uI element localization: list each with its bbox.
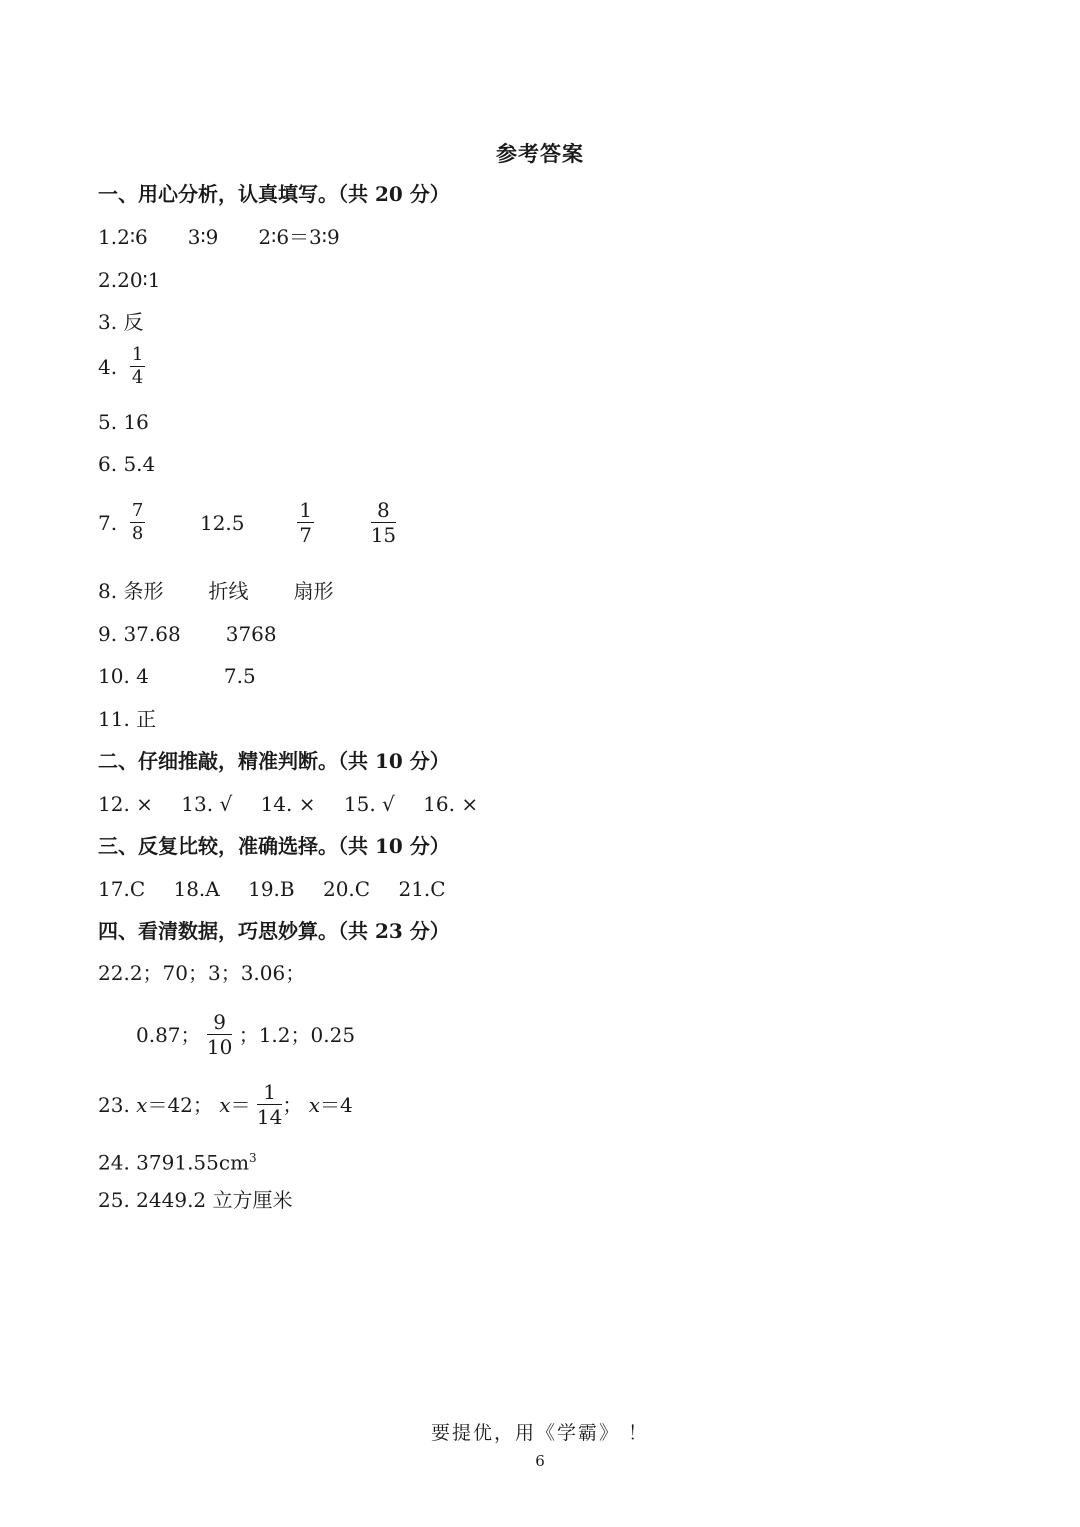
fraction: $\frac{1}{4}$ (131, 344, 144, 388)
equation-part: ； (282, 1093, 303, 1117)
answer-8 (98, 579, 333, 603)
superscript: 3 (249, 1151, 257, 1165)
fraction: $\frac{8}{15}$ (370, 498, 397, 547)
answer-3 (98, 310, 143, 334)
answer-6 (98, 452, 155, 476)
variable-x: x (308, 1093, 320, 1117)
answer-value: 37.68 (123, 622, 181, 646)
answer-value: 4 (136, 664, 149, 688)
judge-answers (98, 792, 478, 816)
equation-part: ＝ (230, 1093, 251, 1117)
answer-value: 5.4 (123, 452, 156, 476)
page-number: 6 (535, 1452, 545, 1470)
answer-value: 20∶1 (117, 268, 161, 292)
list-item: 16. × (423, 792, 479, 816)
answer-value: 条形 (123, 579, 164, 603)
equation-part: ＝4 (320, 1093, 353, 1117)
section-heading-1: 一、用心分析，认真填写。（共 20 分） (98, 182, 450, 206)
answer-value: 折线 (208, 579, 249, 603)
equation-part: ＝42； (147, 1093, 213, 1117)
answer-value: 12.5 (199, 511, 245, 535)
answer-2 (98, 268, 160, 292)
answer-number: 24. (98, 1150, 130, 1175)
answer-number: 6. (98, 452, 118, 476)
answer-value: 2∶6 (117, 225, 148, 249)
list-item: 19.B (248, 877, 295, 901)
answer-value: 3791.55cm (136, 1150, 250, 1175)
answer-number: 3. (98, 310, 118, 334)
answer-number: 11. (98, 707, 130, 731)
fraction: $\frac{1}{7}$ (299, 498, 312, 547)
answer-value: 0.87； (136, 1023, 201, 1047)
list-item: 17.C (98, 877, 146, 901)
fraction: $\frac{7}{8}$ (131, 500, 144, 544)
answer-4 (98, 346, 145, 388)
answer-value: 16 (123, 410, 149, 434)
answer-value: ；1.2；0.25 (238, 1023, 356, 1047)
choice-answers (98, 877, 446, 901)
variable-x: x (136, 1093, 148, 1117)
answer-number: 10. (98, 664, 130, 688)
answer-value: 正 (136, 707, 157, 731)
answer-number: 23. (98, 1093, 130, 1117)
list-item: 18.A (173, 877, 220, 901)
answer-9 (98, 622, 277, 646)
answer-value: 2∶6＝3∶9 (258, 225, 340, 249)
list-item: 14. × (260, 792, 316, 816)
answer-value: 2449.2 立方厘米 (136, 1188, 293, 1212)
answer-value: 7.5 (223, 664, 256, 688)
answer-value: 反 (123, 310, 144, 334)
answer-number: 7. (98, 511, 118, 535)
answer-value: 2；70；3；3.06； (129, 961, 306, 985)
answer-24 (98, 1146, 257, 1175)
answer-10 (98, 664, 256, 688)
section-heading-2: 二、仔细推敲，精准判断。（共 10 分） (98, 749, 450, 773)
section-heading-4: 四、看清数据，巧思妙算。（共 23 分） (98, 919, 450, 943)
fraction: $\frac{9}{10}$ (206, 1010, 233, 1059)
answer-number: 25. (98, 1188, 130, 1212)
section-heading-3: 三、反复比较，准确选择。（共 10 分） (98, 834, 450, 858)
answer-number: 2. (98, 268, 118, 292)
list-item: 13. √ (181, 792, 233, 816)
answer-25 (98, 1188, 293, 1212)
list-item: 20.C (322, 877, 371, 901)
answer-number: 5. (98, 410, 118, 434)
answer-1 (98, 225, 340, 249)
answer-value: 扇形 (293, 579, 334, 603)
list-item: 12. × (98, 792, 153, 816)
answer-value: 3∶9 (187, 225, 219, 249)
list-item: 21.C (398, 877, 446, 901)
answer-23 (98, 1082, 353, 1128)
answer-5 (98, 410, 149, 434)
footer-slogan: 要提优，用《学霸》 ！ (430, 1422, 650, 1444)
answer-22 (98, 961, 305, 985)
answer-number: 9. (98, 622, 118, 646)
answer-number: 4. (98, 354, 118, 379)
variable-x: x (219, 1093, 231, 1117)
page-title: 参考答案 (496, 141, 584, 166)
answer-number: 22. (98, 961, 130, 985)
list-item: 15. √ (343, 792, 395, 816)
answer-number: 8. (98, 579, 118, 603)
answer-22-line2 (136, 1012, 355, 1058)
fraction: $\frac{1}{14}$ (256, 1080, 283, 1129)
answer-value: 3768 (225, 622, 277, 646)
answer-11 (98, 707, 156, 731)
answer-number: 1. (98, 225, 118, 249)
answer-7 (98, 500, 396, 546)
